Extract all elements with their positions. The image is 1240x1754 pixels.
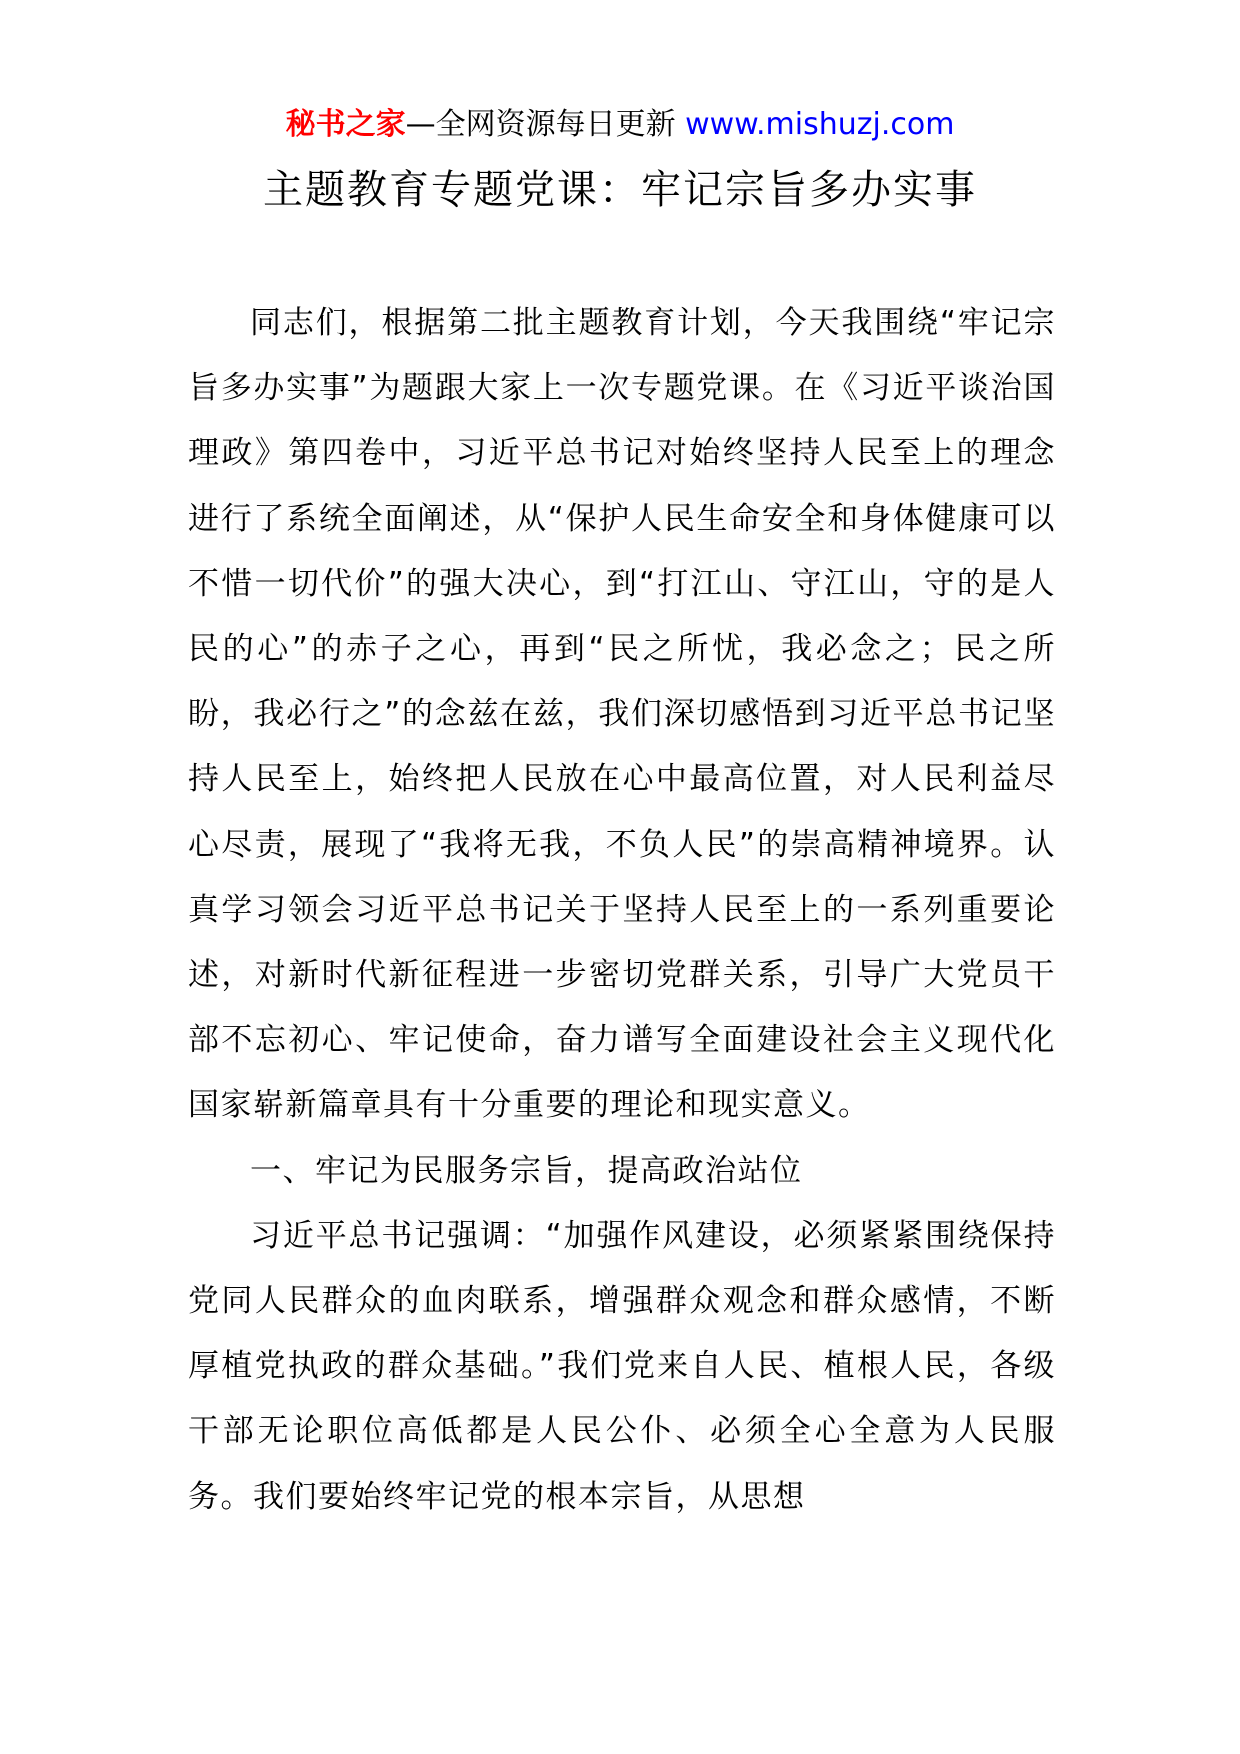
section-1-heading: 一、牢记为民服务宗旨，提高政治站位 xyxy=(250,1152,803,1189)
document-title: 主题教育专题党课：牢记宗旨多办实事 xyxy=(263,167,977,213)
site-brand: 秘书之家 xyxy=(285,107,406,142)
intro-paragraph: 同志们，根据第二批主题教育计划，今天我围绕“牢记宗旨多办实事”为题跟大家上一次专题党课。在《习近平谈治国理政》第四卷中，习近平总书记对始终坚持人民至上的理念进行了系统全面阐述，从“保护人民生命安全和身体健康可以不惜一切代价”的强大决心，到“打江山、守江山，守的是人民的心”的赤子之心，再到“民之所忧，我必念之；民之所盼，我必行之”的念兹在兹，我们深切感悟到习近平总书记坚持人民至上，始终把人民放在心中最高位置，对人民利益尽心尽责，展现了“我将无我，不负人民”的崇高精神境界。认真学习领会习近平总书记关于坚持人民至上的一系列重要论述，对新时代新征程进一步密切党群关系，引导广大党员干部不忘初心、牢记使命，奋力谱写全面建设社会主义现代化国家崭新篇章具有十分重要的理论和现实意义。 xyxy=(188,305,1056,1124)
site-tagline: —全网资源每日更新 xyxy=(405,107,686,142)
section-1-paragraph: 习近平总书记强调：“加强作风建设，必须紧紧围绕保持党同人民群众的血肉联系，增强群众观念和群众感情，不断厚植党执政的群众基础。”我们党来自人民、植根人民，各级干部无论职位高低都是人民公仆、必须全心全意为人民服务。我们要始终牢记党的根本宗旨，从思想 xyxy=(188,1217,1056,1515)
site-header xyxy=(0,104,1240,146)
site-url-link[interactable]: www.mishuzj.com xyxy=(685,107,955,142)
document-body xyxy=(188,291,1056,1530)
